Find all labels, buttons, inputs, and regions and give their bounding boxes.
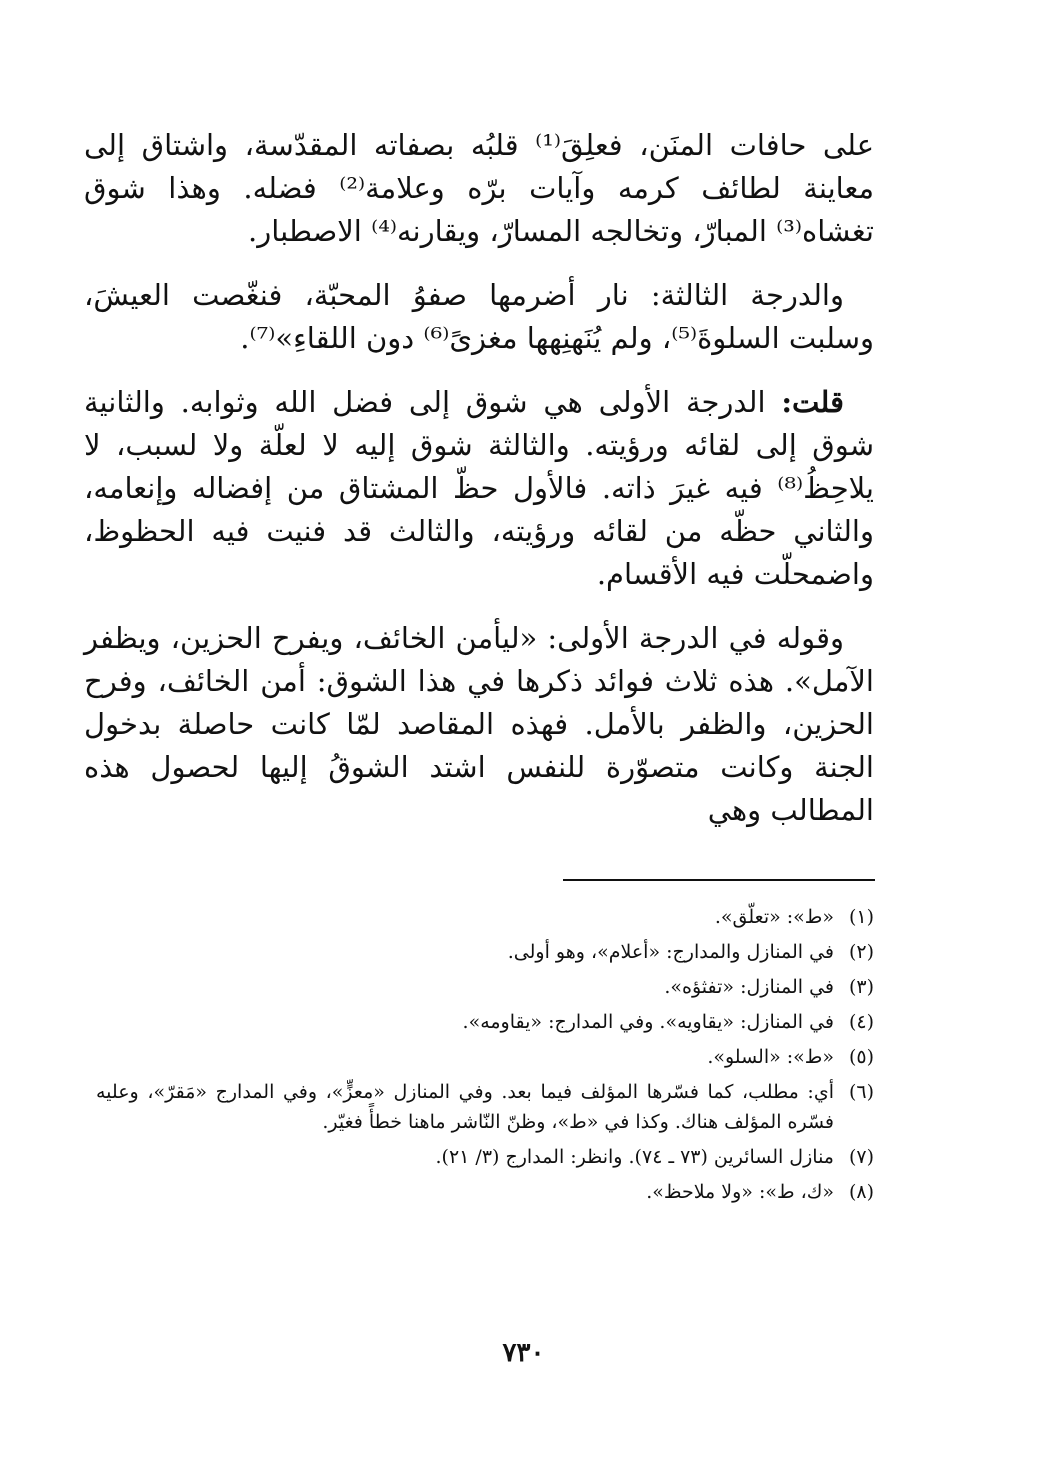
paragraph-text: الدرجة الأولى هي شوق إلى فضل الله وثوابه. والثانية شوق إلى لقائه ورؤيته. والثالثة شوق إليه لا لعلّة ولا لسبب، لا يلاحِظُ⁽⁸⁾ فيه غيرَ ذاته. فالأول حظّ المشتاق من إفضاله وإنعامه، والثاني حظّه من لقائه ورؤيته، والثالث قد فنيت فيه الحظوظ، واضمحلّت فيه الأقسام. — [84, 385, 874, 591]
footnote-text: منازل السائرين (٧٣ ـ ٧٤). وانظر: المدارج (٣/ ٢١). — [435, 1146, 834, 1168]
footnote — [96, 1042, 874, 1072]
footnote — [96, 972, 874, 1002]
footnote-text: «ط»: «تعلّق». — [714, 906, 834, 928]
paragraph-4 — [84, 617, 874, 832]
footnote — [96, 1142, 874, 1172]
page-number: ٧٣٠ — [502, 1338, 545, 1368]
footnote-number: (٨) — [848, 1181, 874, 1203]
footnote-text: في المنازل: «يقاويه». وفي المدارج: «يقاومه». — [462, 1011, 834, 1033]
footnote-text: «ط»: «السلو». — [707, 1046, 834, 1068]
footnote-text: في المنازل والمدارج: «أعلام»، وهو أولى. — [507, 941, 834, 963]
paragraph-3 — [84, 381, 874, 596]
footnote-number: (٣) — [848, 976, 874, 998]
footnote — [96, 902, 874, 932]
footnote-number: (٥) — [848, 1046, 874, 1068]
footnote — [96, 1007, 874, 1037]
footnotes — [96, 902, 874, 1212]
footnote-number: (٦) — [848, 1081, 874, 1103]
paragraph-text: والدرجة الثالثة: نار أضرمها صفوُ المحبّة، فنغّصت العيشَ، وسلبت السلوةَ⁽⁵⁾، ولم يُنَهنِهها مغزىً⁽⁶⁾ دون اللقاءِ»⁽⁷⁾. — [84, 278, 874, 355]
footnote-number: (١) — [848, 906, 874, 928]
paragraph-text: وقوله في الدرجة الأولى: «ليأمن الخائف، ويفرح الحزين، ويظفر الآمل». هذه ثلاث فوائد ذكرها في هذا الشوق: أمن الخائف، وفرح الحزين، والظفر بالأمل. فهذه المقاصد لمّا كانت حاصلة بدخول الجنة وكانت متصوّرة للنفس اشتد الشوقُ إليها لحصول هذه المطالب وهي — [84, 621, 874, 827]
footnote-divider — [563, 879, 875, 881]
footnote — [96, 937, 874, 967]
footnote — [96, 1177, 874, 1207]
footnote-number: (٢) — [848, 941, 874, 963]
paragraph-2 — [84, 274, 874, 360]
footnote-text: في المنازل: «تفثؤه». — [664, 976, 834, 998]
paragraph-1 — [84, 124, 874, 253]
footnote-text: «ك، ط»: «ولا ملاحظ». — [646, 1181, 834, 1203]
paragraph-lead: قلت: — [781, 385, 844, 419]
footnote — [96, 1077, 874, 1137]
main-text — [84, 124, 874, 853]
paragraph-text: على حافات المنَن، فعلِقَ⁽¹⁾ قلبُه بصفاته المقدّسة، واشتاق إلى معاينة لطائف كرمه وآيات برّه وعلامة⁽²⁾ فضله. وهذا شوق تغشاه⁽³⁾ المبارّ، وتخالجه المسارّ، ويقارنه⁽⁴⁾ الاصطبار. — [84, 128, 875, 248]
footnote-number: (٤) — [848, 1011, 874, 1033]
footnote-text: أي: مطلب، كما فسّرها المؤلف فيما بعد. وفي المنازل «معزٍّ»، وفي المدارج «مَقرّ»، وعليه فسّره المؤلف هناك. وكذا في «ط»، وظنّ النّاشر ماهنا خطأً فغيّر. — [96, 1081, 834, 1133]
footnote-number: (٧) — [848, 1146, 874, 1168]
